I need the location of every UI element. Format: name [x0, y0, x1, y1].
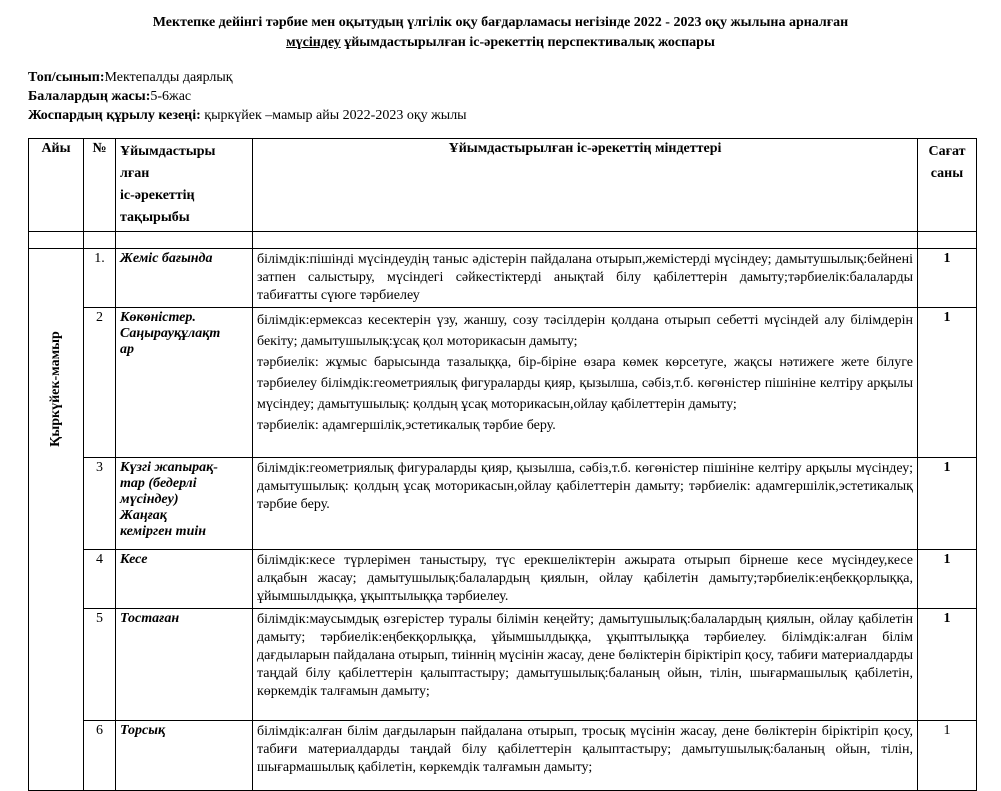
row-topic-line: кемірген тиін — [120, 524, 207, 539]
row-hours: 1 — [918, 721, 977, 791]
table-row — [29, 550, 977, 609]
row-tasks — [253, 308, 918, 458]
row-hours: 1 — [918, 458, 977, 550]
row-topic-line: Жеміс бағында — [120, 251, 213, 266]
header-topic-line2: лған — [120, 166, 150, 181]
table-spacer-row — [29, 232, 977, 249]
row-topic — [116, 458, 253, 550]
row-topic-line: тар (бедерлі — [120, 476, 197, 491]
row-tasks — [253, 249, 918, 308]
row-tasks — [253, 721, 918, 791]
row-topic-line: Торсық — [120, 723, 166, 738]
month-label: Қыркүйек-мамыр — [48, 331, 63, 447]
row-number: 3 — [84, 458, 116, 550]
month-cell — [29, 249, 84, 791]
row-tasks — [253, 550, 918, 609]
row-topic-line: Көкөністер. — [120, 310, 196, 325]
row-tasks-paragraph: білімдік:геометриялық фигураларды қияр, қызылша, сәбіз,т.б. көгөністер пішініне келтіру арқылы мүсіндеу; дамытушылық: қолдың ұсақ моторикасын,ойлау қабілеттерін дамыту; тәрбиелік: адамгершілік,эстетикалық тәрбие беру. — [257, 461, 913, 512]
row-hours: 1 — [918, 249, 977, 308]
header-month: Айы — [29, 139, 84, 232]
row-topic — [116, 721, 253, 791]
row-tasks — [253, 609, 918, 721]
header-tasks: Ұйымдастырылған іс-әрекеттің міндеттері — [253, 139, 918, 232]
row-tasks-paragraph: білімдік:маусымдық өзгерістер туралы білімін кеңейту; дамытушылық:балалардың қиялын, ойлау қабілетін дамыту; тәрбиелік:еңбекқорлыққа, ұйымшылдыққа, ұқыптылыққа тәрбиелеу. білімдік:алған білім дағдыларын пайдалана отырып, тиіннің мүсінін жасау, дене бөліктерін біріктіріп қосу, табиғи материалдарды таңдай білу қабілеттерін қалыптастыру; дамытушылық:баланың ойын, тілін, шығармашылық қабілетін, көркемдік талғамын дамыту; — [257, 612, 913, 699]
row-tasks-paragraph: білімдік:пішінді мүсіндеудің таныс әдістерін пайдалана отырып,жемістерді мүсіндеу; дамытушылық:бейнені затпен салыстыру, мүсіндегі сәйкестіктерді анықтай білу қабілеттерін дамыту;тәрбиелік:балаларды табиғатты сүюге тәрбиелеу — [257, 252, 913, 303]
plan-table — [28, 138, 977, 791]
table-row — [29, 721, 977, 791]
row-topic-line: Кесе — [120, 552, 148, 567]
row-topic — [116, 550, 253, 609]
header-topic-line1: Ұйымдастыры — [120, 144, 216, 159]
header-topic — [116, 139, 253, 232]
row-tasks-paragraph: тәрбиелік: адамгершілік,эстетикалық тәрбие беру. — [257, 418, 556, 433]
row-number: 2 — [84, 308, 116, 458]
title-rest: ұйымдастырылған іс-әрекеттің перспективалық жоспары — [340, 35, 715, 50]
header-hours-line2: саны — [930, 166, 964, 181]
row-topic-line: мүсіндеу) — [120, 492, 179, 507]
age-line — [28, 88, 191, 106]
table-row — [29, 458, 977, 550]
row-tasks — [253, 458, 918, 550]
age-label: Балалардың жасы: — [28, 89, 151, 104]
row-hours: 1 — [918, 550, 977, 609]
table-row — [29, 308, 977, 458]
row-topic — [116, 609, 253, 721]
row-topic — [116, 249, 253, 308]
row-tasks-paragraph: білімдік:кесе түрлерімен таныстыру, түс ерекшеліктерін ажырата отырып бірнеше кесе мүсіндеу,кесе алқабын жасау; дамытушылық:балалардың қиялын, ойлау қабілетін дамыту;тәрбиелік:еңбекқорлыққа, ұйымшылдыққа, ұқыптылыққа тәрбиелеу. — [257, 553, 913, 604]
document-title-line1: Мектепке дейінгі тәрбие мен оқытудың үлгілік оқу бағдарламасы негізінде 2022 - 2023 оқу жылына арналған — [152, 15, 849, 30]
row-hours: 1 — [918, 308, 977, 458]
row-number: 1. — [84, 249, 116, 308]
row-tasks-paragraph: білімдік:ермексаз кесектерін үзу, жаншу, созу тәсілдерін қолдана отырып себетті мүсіндей алу білімдерін бекіту; дамытушылық:ұсақ қол моторикасын дамыту; — [257, 313, 913, 349]
row-topic-line: Жаңғақ — [120, 508, 167, 523]
table-row — [29, 249, 977, 308]
age-value: 5-6жас — [150, 89, 192, 104]
table-header-row — [29, 139, 977, 232]
group-value: Мектепалды даярлық — [104, 70, 233, 85]
row-topic — [116, 308, 253, 458]
period-label: Жоспардың құрылу кезеңі: — [28, 108, 201, 123]
header-hours-line1: Сағат — [928, 144, 966, 159]
group-label: Топ/сынып: — [28, 70, 105, 85]
row-topic-line: Саңырауқұлақт — [120, 326, 221, 341]
table-row — [29, 609, 977, 721]
header-hours — [918, 139, 977, 232]
row-number: 6 — [84, 721, 116, 791]
row-tasks-paragraph: білімдік:алған білім дағдыларын пайдалана отырып, тросық мүсінін жасау, дене бөліктерін біріктіріп қосу, табиғи материалдарды таңдай білу қабілеттерін қалыптастыру; дамытушылық:баланың ойын, тілін, шығармашылық қабілетін, көркемдік талғамын дамыту; — [257, 724, 913, 775]
period-value: қыркүйек –мамыр айы 2022-2023 оқу жылы — [200, 108, 467, 123]
row-topic-line: ар — [120, 342, 134, 357]
header-topic-line3: іс-әрекеттің — [120, 188, 195, 203]
row-number: 5 — [84, 609, 116, 721]
group-line — [28, 69, 233, 87]
row-hours: 1 — [918, 609, 977, 721]
subject-name: мүсіндеу — [286, 35, 341, 50]
row-tasks-paragraph: тәрбиелік: жұмыс барысында тазалыққа, бір-біріне өзара көмек көрсетуге, жақсы нәтижеге жете білуге тәрбиелеу білімдік:геометриялық фигураларды қияр, қызылша, сәбіз,т.б. көгөністер пішініне келтіру арқылы мүсіндеу; дамытушылық: қолдың ұсақ моторикасын,ойлау қабілеттерін дамыту; — [257, 355, 913, 412]
header-topic-line4: тақырыбы — [120, 210, 190, 225]
row-number: 4 — [84, 550, 116, 609]
header-number: № — [84, 139, 116, 232]
document-title-line2 — [0, 34, 1001, 52]
row-topic-line: Тостаған — [120, 611, 180, 626]
period-line — [28, 107, 467, 125]
row-topic-line: Күзгі жапырақ- — [120, 460, 218, 475]
